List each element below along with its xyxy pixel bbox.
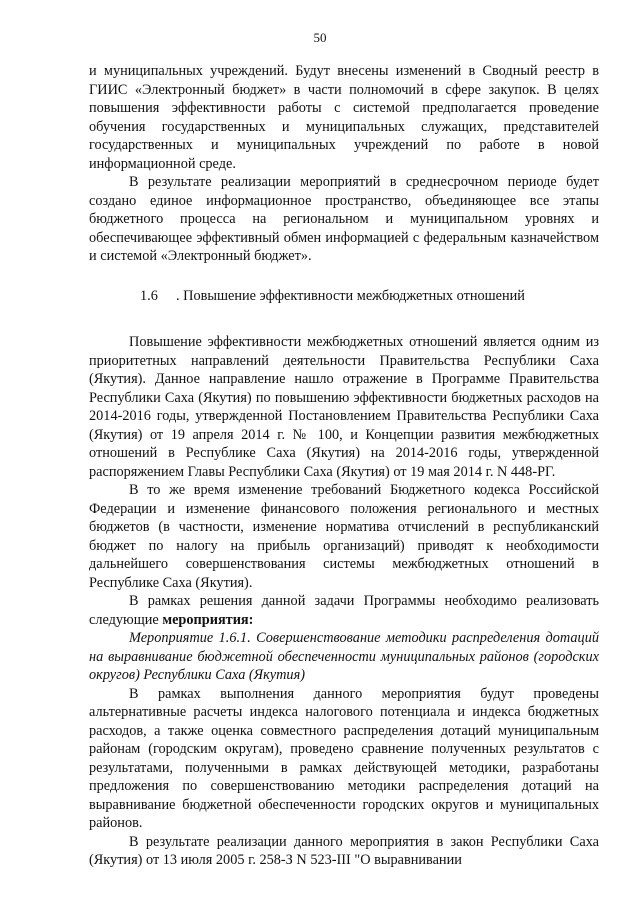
measures-bold-label: мероприятия: [162, 611, 254, 628]
paragraph-measures [89, 592, 599, 629]
paragraph-measure-details: В рамках выполнения данного мероприятия будут проведены альтернативные расчеты индекса налогового потенциала и индекса бюджетных расходов, а также оценка совместного распределения дотаций муниципальным районам (городским округам), проведено сравнение полученных результатов с результатами, полученными в рамках действующей методики, разработаны предложения по совершенствованию методики распределения дотаций на выравнивание бюджетной обеспеченности городских округов и муниципальных районов. [89, 685, 599, 831]
page-number: 50 [313, 30, 327, 45]
paragraph-law: В результате реализации данного мероприятия в закон Республики Саха (Якутия) от 13 июля 2005 г. 258-З N 523-III "О выравнивании [89, 833, 599, 868]
paragraph-result: В результате реализации мероприятий в среднесрочном периоде будет создано единое информационное пространство, объединяющее все этапы бюджетного процесса на региональном и муниципальном уровнях и обеспечивающее эффективный обмен информацией с федеральным казначейством и системой «Электронный бюджет». [89, 174, 599, 264]
section-title: . Повышение эффективности межбюджетных отношений [176, 287, 525, 304]
measure-title-text: Мероприятие 1.6.1. Совершенствование методики распределения дотаций на выравнивание бюджетной обеспеченности муниципальных районов (городских округов) Республики Саха (Якутия) [89, 630, 599, 683]
measure-title [89, 629, 599, 685]
paragraph-changes: В то же время изменение требований Бюджетного кодекса Российской Федерации и изменение финансового положения регионального и местных бюджетов (в частности, изменение норматива отчислений в республиканский бюджет по налогу на прибыль организаций) приводят к необходимости дальнейшего совершенствования системы межбюджетных отношений в Республике Саха (Якутия). [89, 482, 599, 591]
paragraph-intro: Повышение эффективности межбюджетных отношений является одним из приоритетных направлений деятельности Правительства Республики Саха (Якутия). Данное направление нашло отражение в Программе Правительства Республики Саха (Якутия) по повышению эффективности бюджетных расходов на 2014-2016 годы, утвержденной Постановлением Правительства Республики Саха (Якутия) от 19 апреля 2014 г. № 100, и Концепции развития межбюджетных отношений в Республике Саха (Якутия) на 2014-2016 годы, утвержденной распоряжением Главы Республики Саха (Якутия) от 19 мая 2014 г. N 448-РГ. [89, 334, 599, 480]
section-heading [89, 287, 599, 306]
section-number: 1.6 [140, 287, 158, 304]
paragraph-continuation: и муниципальных учреждений. Будут внесены изменений в Сводный реестр в ГИИС «Электронный бюджет» в части полномочий в сфере закупок. В целях повышения эффективности работы с системой предполагается проведение обучения государственных и муниципальных служащих, представителей государственных и муниципальных учреждений по работе в новой информационной среде. [89, 63, 599, 172]
measures-lead-text: В рамках решения данной задачи Программы необходимо реализовать следующие [89, 593, 599, 628]
page-body [89, 62, 599, 870]
